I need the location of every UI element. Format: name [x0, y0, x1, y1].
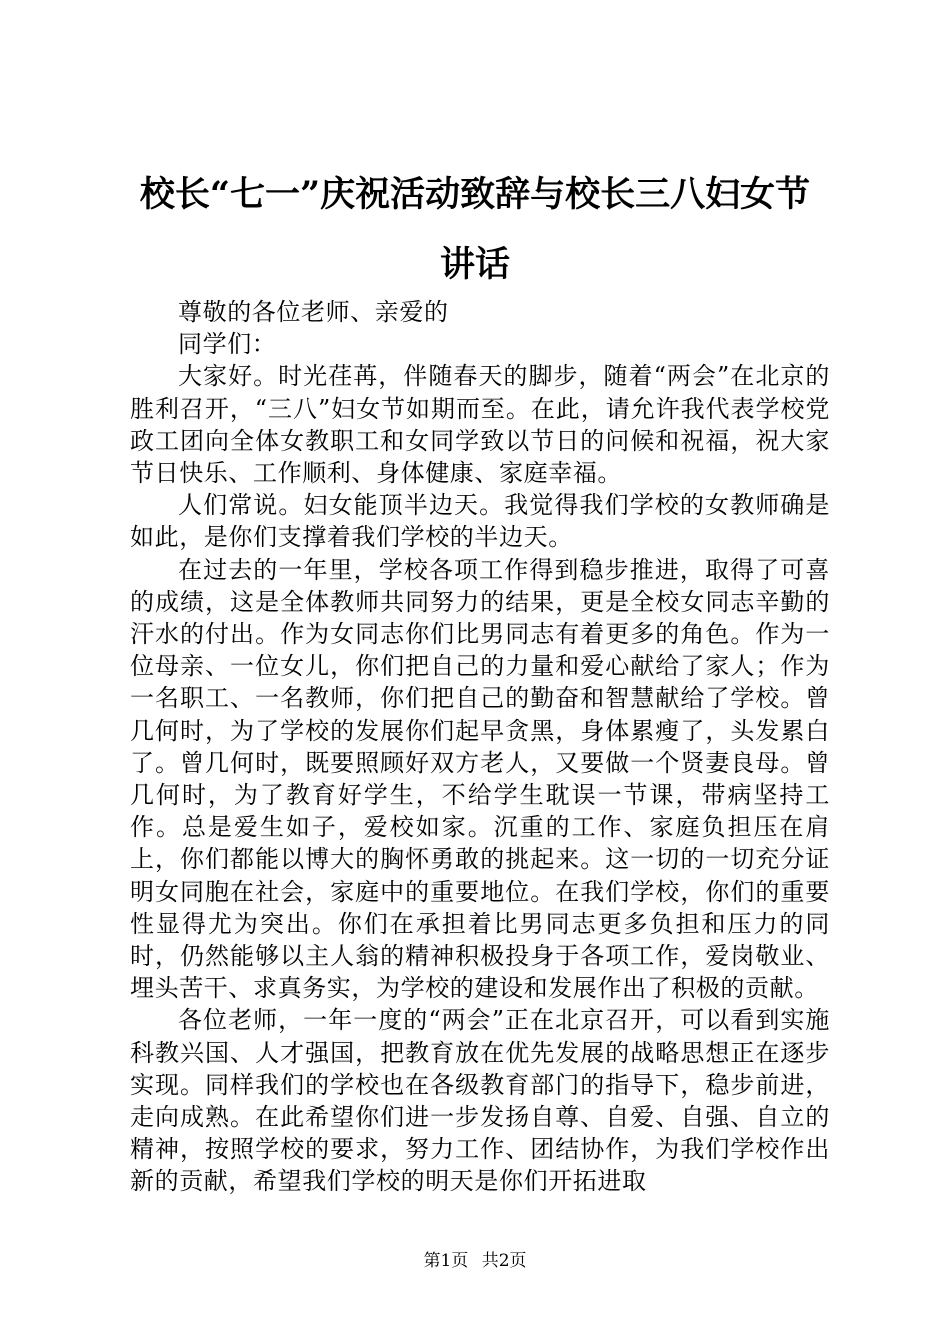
title-line-2: 讲话 — [439, 244, 510, 285]
title-line-1: 校长“七一”庆祝活动致辞与校长三八妇女节 — [139, 174, 811, 215]
document-body — [130, 296, 830, 1198]
body-paragraph: 大家好。时光荏苒，伴随春天的脚步，随着“两会”在北京的胜利召开，“三八”妇女节如期而至。在此，请允许我代表学校党政工团向全体女教职工和女同学致以节日的问候和祝福，祝大家节日快乐、工作顺利、身体健康、家庭幸福。 — [130, 362, 830, 488]
body-paragraph: 人们常说。妇女能顶半边天。我觉得我们学校的女教师确是如此，是你们支撑着我们学校的半边天。 — [130, 491, 830, 552]
page-total: 共2页 — [481, 1251, 527, 1271]
body-paragraph: 在过去的一年里，学校各项工作得到稳步推进，取得了可喜的成绩，这是全体教师共同努力的结果，更是全校女同志辛勤的汗水的付出。作为女同志你们比男同志有着更多的角色。作为一位母亲、一位女儿，你们把自己的力量和爱心献给了家人；作为一名职工、一名教师，你们把自己的勤奋和智慧献给了学校。曾几何时，为了学校的发展你们起早贪黑，身体累瘦了，头发累白了。曾几何时，既要照顾好双方老人，又要做一个贤妻良母。曾几何时，为了教育好学生，不给学生耽误一节课，带病坚持工作。总是爱生如子，爱校如家。沉重的工作、家庭负担压在肩上，你们都能以博大的胸怀勇敢的挑起来。这一切的一切充分证明女同胞在社会，家庭中的重要地位。在我们学校，你们的重要性显得尤为突出。你们在承担着比男同志更多负担和压力的同时，仍然能够以主人翁的精神积极投身于各项工作，爱岗敬业、埋头苦干、求真务实，为学校的建设和发展作出了积极的贡献。 — [130, 555, 830, 1003]
salutation-line-1: 尊敬的各位老师、亲爱的 — [178, 298, 449, 326]
document-title — [120, 160, 830, 300]
body-paragraph: 各位老师，一年一度的“两会”正在北京召开，可以看到实施科教兴国、人才强国，把教育放在优先发展的战略思想正在逐步实现。同样我们的学校也在各级教育部门的指导下，稳步前进，走向成熟。在此希望你们进一步发扬自尊、自爱、自强、自立的精神，按照学校的要求，努力工作、团结协作，为我们学校作出新的贡献，希望我们学校的明天是你们开拓进取 — [130, 1006, 830, 1196]
salutation-line-2: 同学们： — [178, 330, 277, 359]
page-footer — [0, 1246, 950, 1271]
page-number: 第1页 — [423, 1251, 469, 1271]
